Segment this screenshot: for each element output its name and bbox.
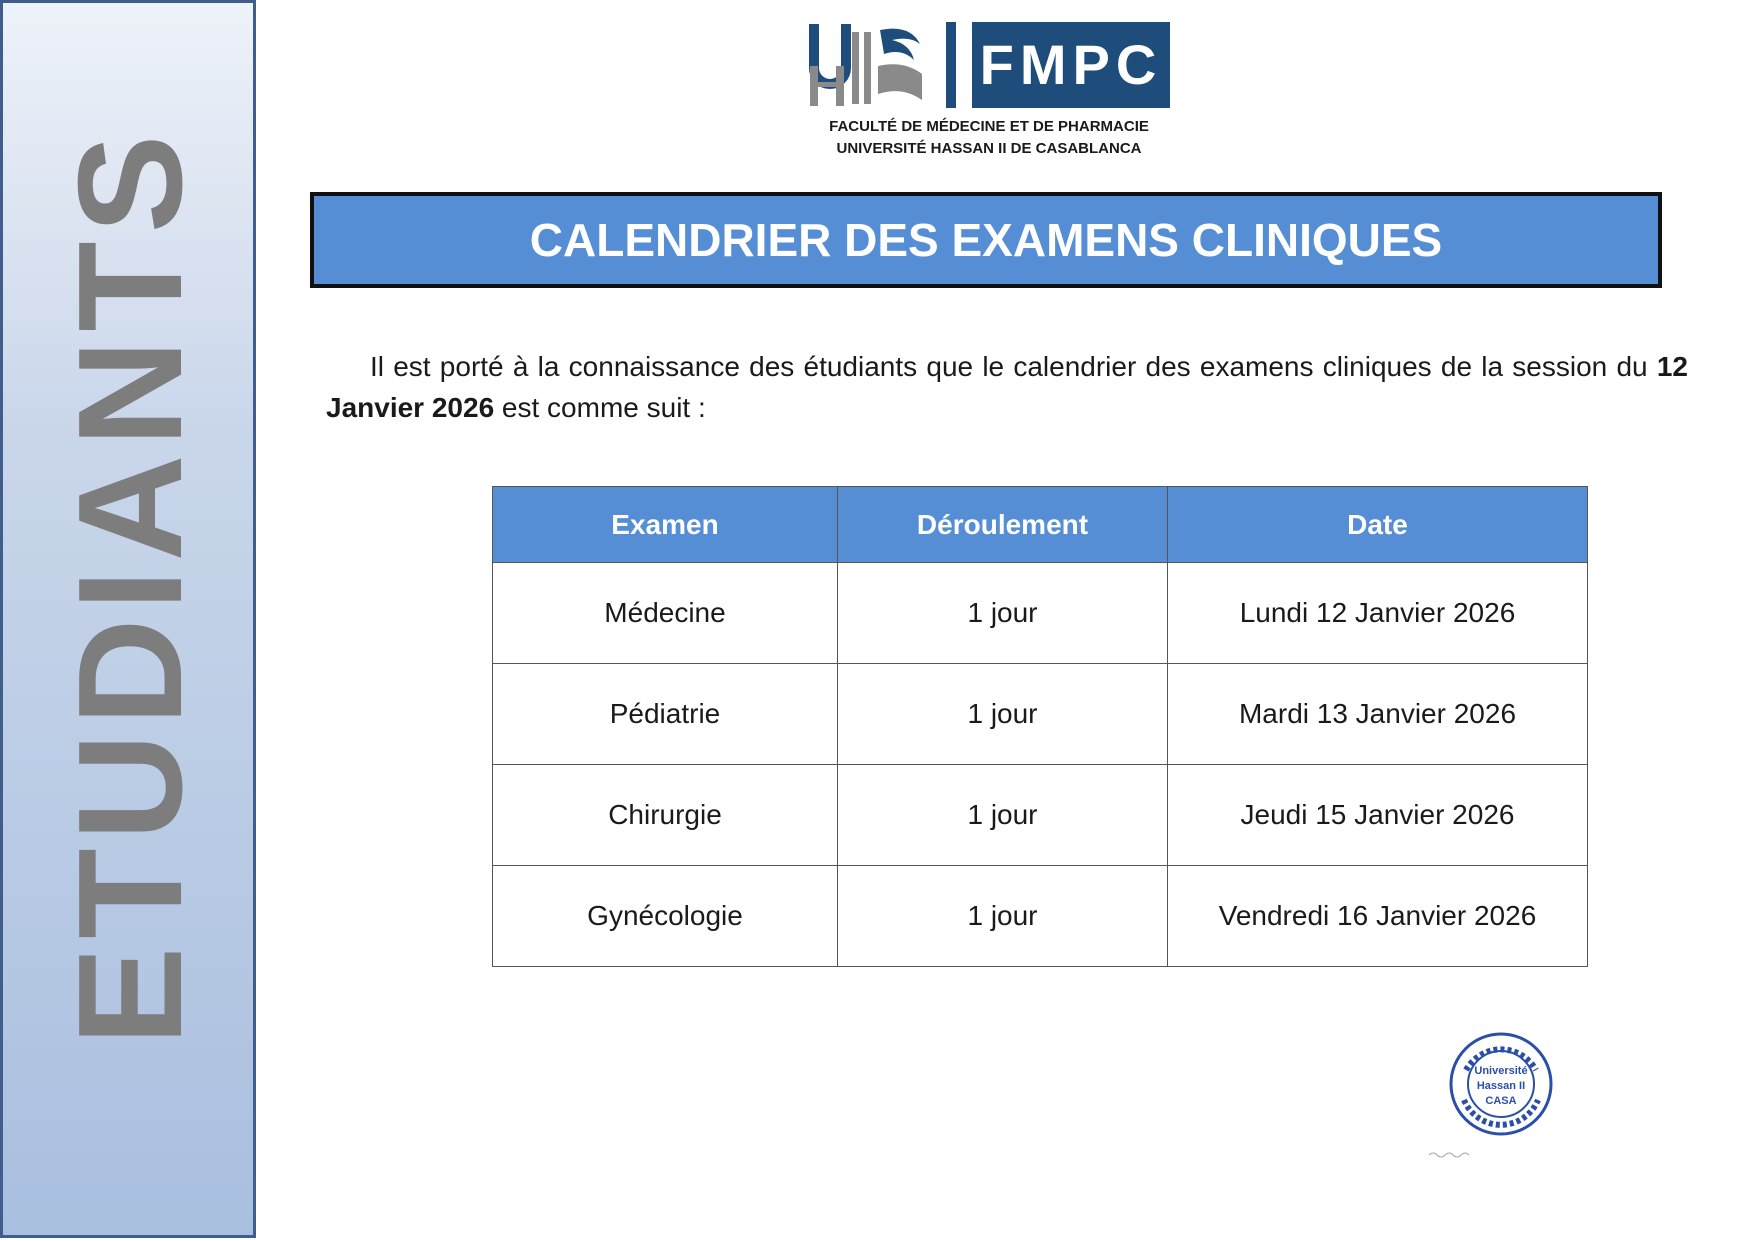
cell-exam: Pédiatrie [493,664,838,765]
page-title: CALENDRIER DES EXAMENS CLINIQUES [310,192,1662,288]
cell-date: Mardi 13 Janvier 2026 [1168,664,1588,765]
header-deroulement: Déroulement [838,487,1168,563]
cell-duration: 1 jour [838,563,1168,664]
table-row [493,664,1588,765]
side-banner [0,0,256,1238]
cell-duration: 1 jour [838,765,1168,866]
cell-exam: Gynécologie [493,866,838,967]
table-row [493,563,1588,664]
logo-divider [946,22,956,108]
svg-text:CASA: CASA [1485,1095,1517,1107]
cell-date: Jeudi 15 Janvier 2026 [1168,765,1588,866]
cell-date: Lundi 12 Janvier 2026 [1168,563,1588,664]
intro-session-date: 12 Janvier 2026 [326,351,1688,423]
table-header-row [493,487,1588,563]
cell-exam: Médecine [493,563,838,664]
side-banner-label: ETUDIANTS [48,126,213,1046]
cell-date: Vendredi 16 Janvier 2026 [1168,866,1588,967]
cell-duration: 1 jour [838,664,1168,765]
cell-exam: Chirurgie [493,765,838,866]
intro-text-end: est comme suit : [494,392,706,423]
cell-duration: 1 jour [838,866,1168,967]
fmpc-wordmark: FMPC [972,22,1170,108]
intro-text-start: Il est porté à la connaissance des étudiants que le calendrier des examens cliniques de la session du [370,351,1657,382]
svg-text:Hassan II: Hassan II [1476,1080,1526,1092]
exam-schedule-table [492,486,1588,967]
table-row [493,765,1588,866]
university-name: UNIVERSITÉ HASSAN II DE CASABLANCA [836,140,1142,157]
svg-text:Université: Université [1474,1065,1528,1077]
signature-mark-icon [1428,1150,1474,1158]
faculty-logo [808,22,1170,162]
table-row [493,866,1588,967]
header-examen: Examen [493,487,838,563]
faculty-name: FACULTÉ DE MÉDECINE ET DE PHARMACIE [829,118,1149,135]
university-stamp-icon [1448,1030,1554,1138]
intro-paragraph [326,346,1688,428]
uh2-logo-icon [808,22,926,108]
header-date: Date [1168,487,1588,563]
